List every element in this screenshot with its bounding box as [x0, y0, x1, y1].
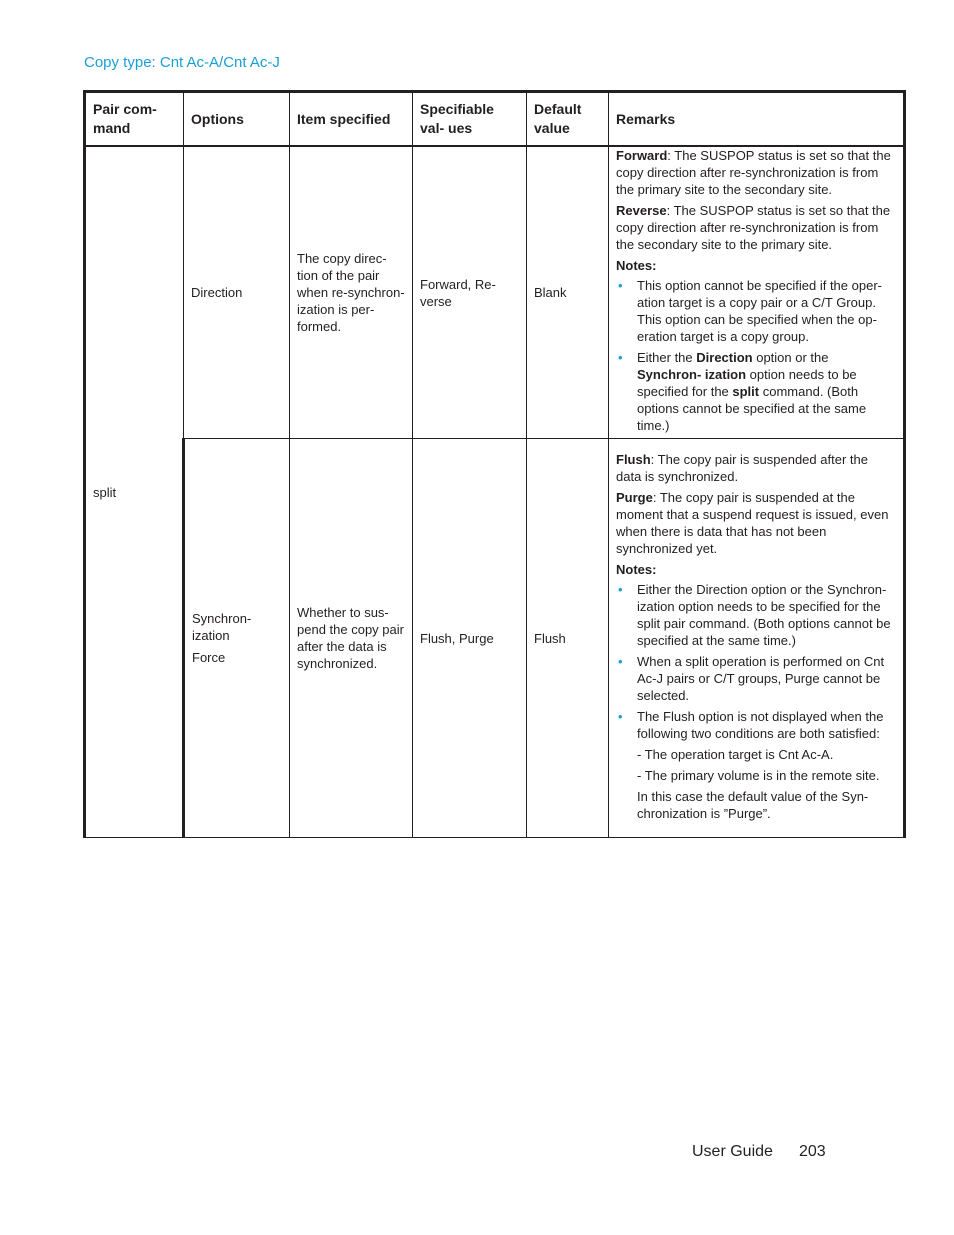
notes-list	[616, 277, 896, 434]
bullet-icon: •	[618, 581, 623, 597]
bullet-icon: •	[618, 708, 623, 724]
note-subline: In this case the default value of the Syn- chronization is ”Purge”.	[637, 788, 869, 821]
cell-option	[184, 439, 290, 838]
table-header-row	[85, 92, 905, 147]
note-text: option or the	[752, 350, 829, 365]
cell-item-specified: The copy direc- tion of the pair when re-synchron- ization is per- formed.	[290, 146, 413, 439]
remark-paragraph	[616, 202, 896, 253]
remark-paragraph	[616, 147, 896, 198]
remark-paragraph	[616, 489, 896, 557]
cell-default-value: Flush	[527, 439, 609, 838]
note-term: Synchron- ization	[637, 367, 747, 382]
note-text: Either the Direction option or the Synchron- ization option needs to be specified for the split pair command. (Both options cannot be specified at the same time.)	[637, 581, 891, 648]
cell-remarks	[609, 439, 905, 838]
cell-specifiable-values: Flush, Purge	[413, 439, 527, 838]
bullet-icon: •	[618, 350, 623, 365]
option-name: Synchron-ization	[192, 611, 252, 643]
note-item	[616, 581, 896, 649]
header-default-value: Default value	[527, 92, 609, 147]
remark-term: Flush	[616, 451, 651, 467]
table-row	[85, 146, 905, 439]
cell-pair-command: split	[85, 146, 184, 838]
header-remarks: Remarks	[609, 92, 905, 147]
cell-remarks	[609, 146, 905, 439]
notes-label: Notes:	[616, 258, 657, 273]
note-term: Direction	[696, 350, 753, 365]
remark-text: : The SUSPOP status is set so that the copy direction after re-synchronization is from the secondary site to the primary site.	[616, 203, 891, 252]
note-item	[616, 708, 896, 742]
note-text: When a split operation is performed on Cnt Ac-J pairs or C/T groups, Purge cannot be selected.	[637, 653, 885, 703]
remark-text: : The copy pair is suspended at the moment that a suspend request is issued, even when there is data that has not been synchronized yet.	[616, 489, 889, 556]
note-text: command. (Both options cannot be specified at the same time.)	[637, 384, 867, 433]
cell-specifiable-values: Forward, Re- verse	[413, 146, 527, 439]
note-text: Either the	[637, 350, 697, 365]
header-pair-command: Pair com- mand	[85, 92, 184, 147]
note-text: option needs to be specified for the	[637, 367, 857, 399]
note-term: split	[732, 384, 760, 399]
note-subline: - The primary volume is in the remote site.	[637, 767, 880, 783]
note-item	[616, 277, 896, 345]
cell-option: Direction	[184, 146, 290, 439]
remark-term: Forward	[616, 148, 668, 163]
option-name: Force	[192, 650, 226, 665]
header-options: Options	[184, 92, 290, 147]
cell-item-specified: Whether to sus- pend the copy pair after the data is synchronized.	[290, 439, 413, 838]
note-item	[616, 653, 896, 704]
bullet-icon: •	[618, 653, 623, 669]
remark-term: Reverse	[616, 203, 667, 218]
header-item-specified: Item specified	[290, 92, 413, 147]
note-subline: - The operation target is Cnt Ac-A.	[637, 746, 834, 762]
cell-default-value: Blank	[527, 146, 609, 439]
header-specifiable-values: Specifiable val- ues	[413, 92, 527, 147]
table-row	[85, 439, 905, 838]
remark-term: Purge	[616, 489, 653, 505]
notes-label: Notes:	[616, 561, 657, 577]
remark-paragraph	[616, 451, 896, 485]
notes-list	[616, 581, 896, 742]
note-item	[616, 349, 896, 434]
remark-text: : The SUSPOP status is set so that the copy direction after re-synchronization is from the primary site to the secondary site.	[616, 148, 891, 197]
note-text: The Flush option is not displayed when the following two conditions are both satisfied:	[637, 708, 884, 741]
footer-label: User Guide	[692, 1143, 773, 1160]
page-number: 203	[799, 1143, 826, 1160]
section-title: Copy type: Cnt Ac-A/Cnt Ac-J	[84, 54, 280, 71]
note-text: This option cannot be specified if the oper- ation target is a copy pair or a C/T Group. This option can be specified when the op- eration target is a copy group.	[637, 278, 882, 344]
remark-text: : The copy pair is suspended after the data is synchronized.	[616, 451, 868, 484]
options-table	[83, 90, 906, 838]
bullet-icon: •	[618, 278, 623, 293]
